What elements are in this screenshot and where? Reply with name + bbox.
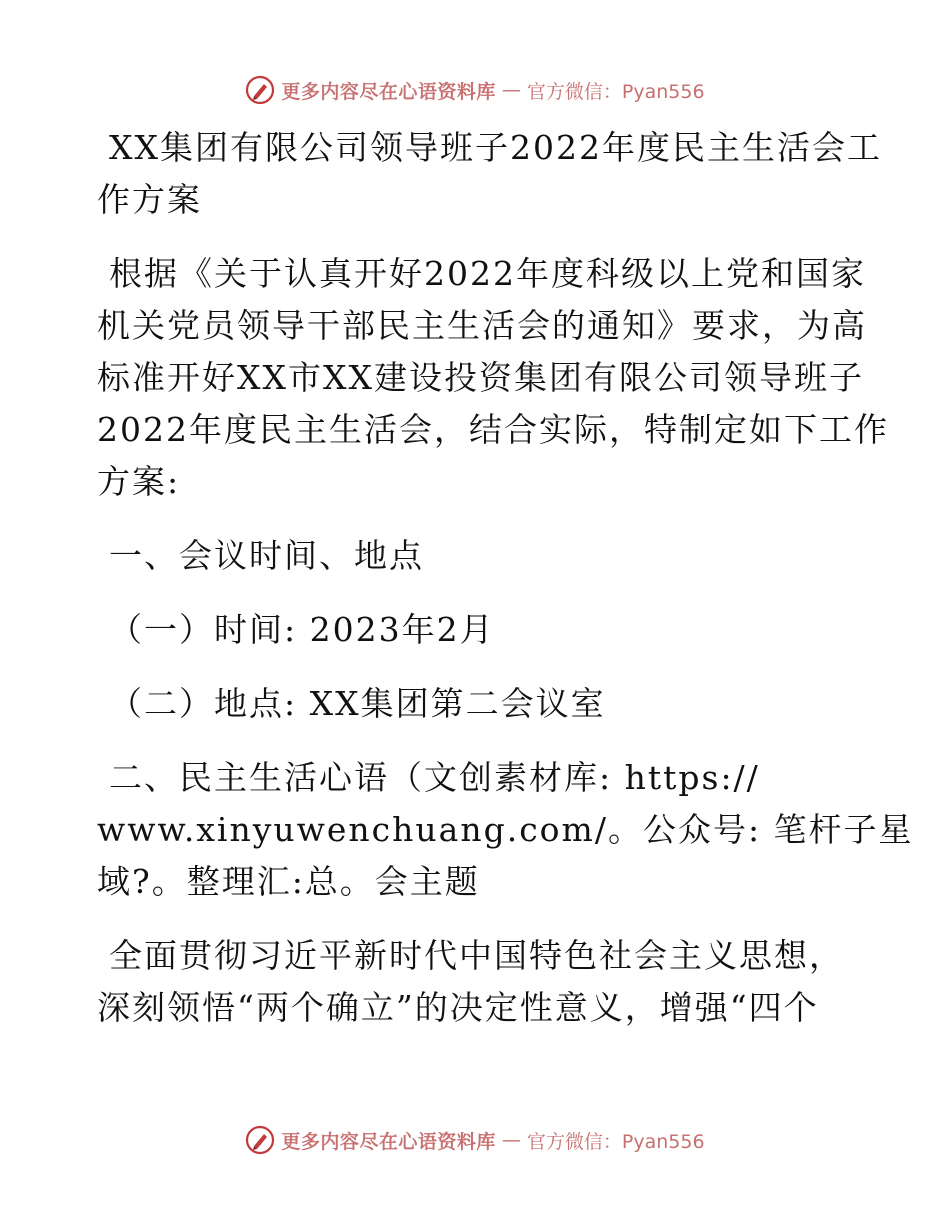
watermark-separator-bottom: — <box>501 1129 521 1151</box>
pen-logo-icon <box>245 75 275 105</box>
watermark-separator: — <box>501 79 521 101</box>
intro-line-2: 机关党员领导干部民主生活会的通知》要求，为高 <box>97 306 867 345</box>
section2-line-3: 域?。整理汇:总。会主题 <box>97 862 480 901</box>
theme-line-2: 深刻领悟“两个确立”的决定性意义，增强“四个 <box>97 988 819 1027</box>
intro-line-3: 标准开好XX市XX建设投资集团有限公司领导班子 <box>97 358 864 397</box>
section1-place: （二）地点: XX集团第二会议室 <box>109 684 606 723</box>
watermark-contact-bottom: 官方微信：Pyan556 <box>526 1130 705 1153</box>
watermark-group-bottom <box>245 1125 704 1155</box>
doc-title-line-1: XX集团有限公司领导班子2022年度民主生活会工 <box>109 128 882 167</box>
header-watermark <box>0 70 950 110</box>
section2-line-2: www.xinyuwenchuang.com/。公众号: 笔杆子星 <box>97 810 914 849</box>
theme-line-1: 全面贯彻习近平新时代中国特色社会主义思想， <box>109 936 844 975</box>
document-body <box>97 122 914 1034</box>
footer-watermark <box>0 1120 950 1160</box>
intro-line-5: 方案: <box>97 462 181 501</box>
watermark-brand: 更多内容尽在心语资料库 <box>281 80 496 103</box>
intro-line-4: 2022年度民主生活会，结合实际，特制定如下工作 <box>97 410 889 449</box>
intro-line-1: 根据《关于认真开好2022年度科级以上党和国家 <box>109 254 866 293</box>
section1-time: （一）时间: 2023年2月 <box>109 610 495 649</box>
section2-line-1: 二、民主生活心语（文创素材库: https:// <box>109 758 760 797</box>
watermark-group <box>245 75 704 105</box>
watermark-contact: 官方微信：Pyan556 <box>526 80 705 103</box>
doc-title-line-2: 作方案 <box>97 180 202 219</box>
section1-heading: 一、会议时间、地点 <box>109 536 424 575</box>
pen-logo-icon-bottom <box>245 1125 275 1155</box>
watermark-brand-bottom: 更多内容尽在心语资料库 <box>281 1130 496 1153</box>
